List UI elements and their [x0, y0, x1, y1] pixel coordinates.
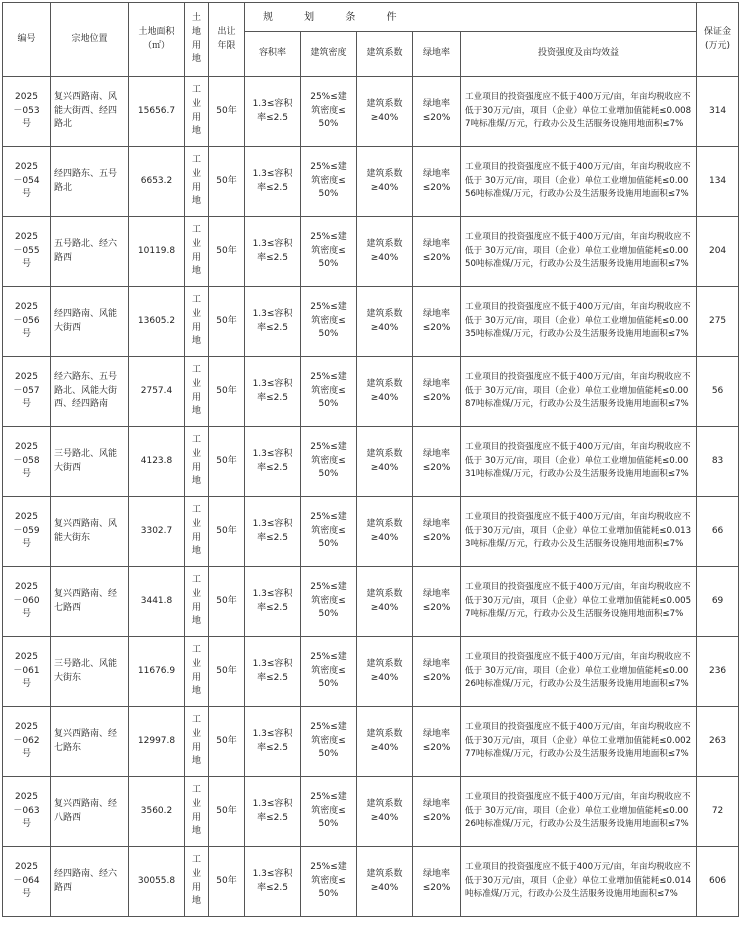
- cell-use-text: 工业用地: [192, 84, 202, 137]
- cell-location: 三号路北、风能大街西: [51, 427, 129, 497]
- cell-area: 11676.9: [129, 637, 185, 707]
- cell-far: [245, 217, 301, 287]
- cell-coefficient-text: 建筑系数≥40%: [366, 589, 403, 613]
- cell-deposit: 56: [697, 357, 739, 427]
- cell-term: 50年: [209, 637, 245, 707]
- table-row: [3, 707, 739, 777]
- header-code: 编号: [3, 3, 51, 77]
- cell-term: 50年: [209, 707, 245, 777]
- table-row: [3, 497, 739, 567]
- cell-green-text: 绿地率≤20%: [422, 169, 451, 193]
- cell-green: [413, 217, 461, 287]
- cell-coefficient-text: 建筑系数≥40%: [366, 659, 403, 683]
- cell-term: 50年: [209, 217, 245, 287]
- cell-far-text: 1.3≤容积率≤2.5: [252, 869, 293, 893]
- cell-green-text: 绿地率≤20%: [422, 519, 451, 543]
- cell-coefficient: [357, 77, 413, 147]
- cell-coefficient-text: 建筑系数≥40%: [366, 99, 403, 123]
- cell-investment: 工业项目的投资强度应不低于400万元/亩，年亩均税收应不低于 30万元/亩，项目（企业）单位工业增加值能耗≤0.0026吨标准煤/万元，行政办公及生活服务设施用地面积≤7%: [461, 777, 697, 847]
- cell-far-text: 1.3≤容积率≤2.5: [252, 799, 293, 823]
- table-row: [3, 777, 739, 847]
- cell-use-text: 工业用地: [192, 294, 202, 347]
- cell-coefficient: [357, 847, 413, 917]
- cell-area: 10119.8: [129, 217, 185, 287]
- cell-deposit: 72: [697, 777, 739, 847]
- cell-far-text: 1.3≤容积率≤2.5: [252, 519, 293, 543]
- cell-green: [413, 847, 461, 917]
- cell-term: 50年: [209, 77, 245, 147]
- header-area-text: 土地面积（㎡）: [138, 27, 175, 51]
- cell-code-text: 2025－057号: [13, 372, 40, 410]
- cell-term: 50年: [209, 497, 245, 567]
- cell-far-text: 1.3≤容积率≤2.5: [252, 99, 293, 123]
- cell-green-text: 绿地率≤20%: [422, 799, 451, 823]
- cell-far-text: 1.3≤容积率≤2.5: [252, 379, 293, 403]
- cell-deposit: 83: [697, 427, 739, 497]
- cell-area: 3560.2: [129, 777, 185, 847]
- cell-location: 经六路东、五号路北、风能大街西、经四路南: [51, 357, 129, 427]
- header-use: [185, 3, 209, 77]
- cell-term: 50年: [209, 147, 245, 217]
- cell-coefficient-text: 建筑系数≥40%: [366, 519, 403, 543]
- cell-coefficient: [357, 427, 413, 497]
- cell-use-text: 工业用地: [192, 854, 202, 907]
- header-investment-text: 投资强度及亩均效益: [538, 48, 620, 59]
- header-term-text: 出让年限: [217, 27, 236, 51]
- cell-density: [301, 427, 357, 497]
- cell-far-text: 1.3≤容积率≤2.5: [252, 309, 293, 333]
- cell-code-text: 2025－060号: [13, 582, 40, 620]
- cell-code-text: 2025－053号: [13, 92, 40, 130]
- cell-code: [3, 567, 51, 637]
- cell-coefficient-text: 建筑系数≥40%: [366, 869, 403, 893]
- cell-area: 3441.8: [129, 567, 185, 637]
- cell-coefficient: [357, 777, 413, 847]
- cell-code: [3, 707, 51, 777]
- cell-green-text: 绿地率≤20%: [422, 449, 451, 473]
- cell-density: [301, 147, 357, 217]
- cell-use: [185, 847, 209, 917]
- header-far: 容积率: [245, 32, 301, 77]
- cell-coefficient: [357, 567, 413, 637]
- cell-code-text: 2025－059号: [13, 512, 40, 550]
- cell-use: [185, 777, 209, 847]
- cell-use: [185, 497, 209, 567]
- header-coefficient: 建筑系数: [357, 32, 413, 77]
- cell-density: [301, 847, 357, 917]
- cell-location: 经四路南、风能大街西: [51, 287, 129, 357]
- cell-coefficient-text: 建筑系数≥40%: [366, 729, 403, 753]
- cell-coefficient-text: 建筑系数≥40%: [366, 309, 403, 333]
- cell-code-text: 2025－062号: [13, 722, 40, 760]
- cell-location: 复兴西路南、经八路西: [51, 777, 129, 847]
- cell-use-text: 工业用地: [192, 644, 202, 697]
- header-density: 建筑密度: [301, 32, 357, 77]
- cell-deposit: 204: [697, 217, 739, 287]
- cell-code: [3, 77, 51, 147]
- cell-use-text: 工业用地: [192, 714, 202, 767]
- cell-code: [3, 147, 51, 217]
- cell-deposit: 134: [697, 147, 739, 217]
- cell-far: [245, 287, 301, 357]
- cell-far: [245, 77, 301, 147]
- cell-density: [301, 217, 357, 287]
- cell-use: [185, 637, 209, 707]
- cell-term: 50年: [209, 777, 245, 847]
- cell-location: 复兴西路南、经七路东: [51, 707, 129, 777]
- header-location: 宗地位置: [51, 3, 129, 77]
- cell-density-text: 25%≤建筑密度≤50%: [310, 372, 347, 410]
- cell-investment: 工业项目的投资强度应不低于400万元/亩，年亩均税收应不低于 30万元/亩，项目（企业）单位工业增加值能耗≤0.0026吨标准煤/万元，行政办公及生活服务设施用地面积≤7%: [461, 637, 697, 707]
- cell-code-text: 2025－064号: [13, 862, 40, 900]
- cell-use-text: 工业用地: [192, 154, 202, 207]
- cell-code-text: 2025－063号: [13, 792, 40, 830]
- cell-density-text: 25%≤建筑密度≤50%: [310, 862, 347, 900]
- cell-coefficient: [357, 147, 413, 217]
- cell-green: [413, 287, 461, 357]
- cell-use-text: 工业用地: [192, 504, 202, 557]
- cell-green: [413, 427, 461, 497]
- cell-code-text: 2025－055号: [13, 232, 40, 270]
- cell-location: 五号路北、经六路西: [51, 217, 129, 287]
- cell-coefficient-text: 建筑系数≥40%: [366, 449, 403, 473]
- cell-deposit: 314: [697, 77, 739, 147]
- cell-location: 复兴西路南、风能大街西、经四路北: [51, 77, 129, 147]
- cell-investment: 工业项目的投资强度应不低于400万元/亩，年亩均税收应不低于30万元/亩，项目（企业）单位工业增加值能耗≤0.0133吨标准煤/万元，行政办公及生活服务设施用地面积≤7%: [461, 497, 697, 567]
- cell-code-text: 2025－058号: [13, 442, 40, 480]
- cell-use-text: 工业用地: [192, 784, 202, 837]
- cell-green: [413, 77, 461, 147]
- cell-green-text: 绿地率≤20%: [422, 589, 451, 613]
- cell-far: [245, 147, 301, 217]
- cell-far: [245, 637, 301, 707]
- cell-investment: 工业项目的投资强度应不低于400万元/亩，年亩均税收应不低于30万元/亩，项目（企业）单位工业增加值能耗≤0.014吨标准煤/万元，行政办公及生活服务设施用地面积≤7%: [461, 847, 697, 917]
- cell-coefficient-text: 建筑系数≥40%: [366, 239, 403, 263]
- cell-far-text: 1.3≤容积率≤2.5: [252, 169, 293, 193]
- cell-density: [301, 637, 357, 707]
- cell-density-text: 25%≤建筑密度≤50%: [310, 92, 347, 130]
- cell-green-text: 绿地率≤20%: [422, 659, 451, 683]
- header-green: 绿地率: [413, 32, 461, 77]
- cell-density: [301, 77, 357, 147]
- cell-term: 50年: [209, 427, 245, 497]
- cell-term: 50年: [209, 287, 245, 357]
- cell-use: [185, 217, 209, 287]
- cell-density-text: 25%≤建筑密度≤50%: [310, 232, 347, 270]
- cell-coefficient: [357, 707, 413, 777]
- cell-far: [245, 357, 301, 427]
- cell-use: [185, 427, 209, 497]
- cell-code-text: 2025－054号: [13, 162, 40, 200]
- cell-investment: 工业项目的投资强度应不低于400万元/亩，年亩均税收应不低于 30万元/亩，项目（企业）单位工业增加值能耗≤0.0031吨标准煤/万元，行政办公及生活服务设施用地面积≤7%: [461, 427, 697, 497]
- cell-density-text: 25%≤建筑密度≤50%: [310, 652, 347, 690]
- cell-location: 复兴西路南、风能大街东: [51, 497, 129, 567]
- cell-far-text: 1.3≤容积率≤2.5: [252, 239, 293, 263]
- cell-investment: 工业项目的投资强度应不低于400万元/亩，年亩均税收应不低于30万元/亩，项目（企业）单位工业增加值能耗≤0.0087吨标准煤/万元，行政办公及生活服务设施用地面积≤7%: [461, 77, 697, 147]
- cell-green: [413, 707, 461, 777]
- cell-investment: 工业项目的投资强度应不低于400万元/亩，年亩均税收应不低于30万元/亩，项目（企业）单位工业增加值能耗≤0.0057吨标准煤/万元，行政办公及生活服务设施用地面积≤7%: [461, 567, 697, 637]
- cell-density: [301, 567, 357, 637]
- table-row: [3, 217, 739, 287]
- cell-location: 复兴西路南、经七路西: [51, 567, 129, 637]
- cell-use: [185, 567, 209, 637]
- cell-code: [3, 427, 51, 497]
- table-row: [3, 147, 739, 217]
- cell-deposit: 69: [697, 567, 739, 637]
- cell-coefficient: [357, 217, 413, 287]
- cell-code-text: 2025－056号: [13, 302, 40, 340]
- cell-code: [3, 637, 51, 707]
- cell-investment: 工业项目的投资强度应不低于400万元/亩，年亩均税收应不低于 30万元/亩，项目（企业）单位工业增加值能耗≤0.0087吨标准煤/万元，行政办公及生活服务设施用地面积≤7%: [461, 357, 697, 427]
- header-term: [209, 3, 245, 77]
- table-row: [3, 357, 739, 427]
- cell-location: 三号路北、风能大街东: [51, 637, 129, 707]
- cell-far: [245, 427, 301, 497]
- cell-location: 经四路南、经六路西: [51, 847, 129, 917]
- cell-area: 3302.7: [129, 497, 185, 567]
- cell-coefficient-text: 建筑系数≥40%: [366, 169, 403, 193]
- cell-code: [3, 777, 51, 847]
- cell-green-text: 绿地率≤20%: [422, 379, 451, 403]
- land-parcel-table: [2, 2, 739, 917]
- cell-code: [3, 287, 51, 357]
- table-row: [3, 847, 739, 917]
- cell-deposit: 236: [697, 637, 739, 707]
- cell-green-text: 绿地率≤20%: [422, 239, 451, 263]
- cell-code: [3, 497, 51, 567]
- cell-area: 12997.8: [129, 707, 185, 777]
- header-deposit-text: 保证金(万元): [704, 27, 732, 51]
- header-use-text: 土地用地: [192, 12, 202, 65]
- cell-density: [301, 357, 357, 427]
- cell-density: [301, 497, 357, 567]
- cell-area: 2757.4: [129, 357, 185, 427]
- cell-code: [3, 357, 51, 427]
- cell-term: 50年: [209, 357, 245, 427]
- cell-green: [413, 567, 461, 637]
- cell-deposit: 275: [697, 287, 739, 357]
- cell-coefficient: [357, 497, 413, 567]
- cell-use-text: 工业用地: [192, 364, 202, 417]
- cell-far: [245, 777, 301, 847]
- table-row: [3, 77, 739, 147]
- cell-far: [245, 707, 301, 777]
- table-row: [3, 567, 739, 637]
- cell-use-text: 工业用地: [192, 224, 202, 277]
- cell-term: 50年: [209, 847, 245, 917]
- cell-density-text: 25%≤建筑密度≤50%: [310, 162, 347, 200]
- cell-density-text: 25%≤建筑密度≤50%: [310, 792, 347, 830]
- cell-deposit: 606: [697, 847, 739, 917]
- cell-far-text: 1.3≤容积率≤2.5: [252, 589, 293, 613]
- cell-area: 6653.2: [129, 147, 185, 217]
- cell-area: 4123.8: [129, 427, 185, 497]
- cell-area: 13605.2: [129, 287, 185, 357]
- cell-use-text: 工业用地: [192, 574, 202, 627]
- cell-use: [185, 287, 209, 357]
- cell-green: [413, 637, 461, 707]
- cell-use: [185, 357, 209, 427]
- header-deposit: [697, 3, 739, 77]
- cell-green: [413, 147, 461, 217]
- cell-use: [185, 707, 209, 777]
- cell-green-text: 绿地率≤20%: [422, 869, 451, 893]
- cell-coefficient: [357, 637, 413, 707]
- cell-green-text: 绿地率≤20%: [422, 99, 451, 123]
- cell-investment: 工业项目的投资强度应不低于400万元/亩，年亩均税收应不低于 30万元/亩，项目（企业）单位工业增加值能耗≤0.0056吨标准煤/万元，行政办公及生活服务设施用地面积≤7%: [461, 147, 697, 217]
- cell-density: [301, 777, 357, 847]
- cell-far: [245, 567, 301, 637]
- cell-green-text: 绿地率≤20%: [422, 729, 451, 753]
- cell-density: [301, 707, 357, 777]
- header-investment: [461, 32, 697, 77]
- cell-density-text: 25%≤建筑密度≤50%: [310, 512, 347, 550]
- cell-far: [245, 497, 301, 567]
- cell-density-text: 25%≤建筑密度≤50%: [310, 582, 347, 620]
- cell-deposit: 66: [697, 497, 739, 567]
- cell-location: 经四路东、五号路北: [51, 147, 129, 217]
- header-area: [129, 3, 185, 77]
- cell-green: [413, 497, 461, 567]
- cell-code: [3, 847, 51, 917]
- cell-term: 50年: [209, 567, 245, 637]
- cell-far-text: 1.3≤容积率≤2.5: [252, 729, 293, 753]
- cell-use: [185, 77, 209, 147]
- cell-investment: 工业项目的投资强度应不低于400万元/亩，年亩均税收应不低于 30万元/亩，项目（企业）单位工业增加值能耗≤0.0035吨标准煤/万元，行政办公及生活服务设施用地面积≤7%: [461, 287, 697, 357]
- cell-investment: 工业项目的投资强度应不低于400万元/亩，年亩均税收应不低于 30万元/亩，项目（企业）单位工业增加值能耗≤0.0050吨标准煤/万元，行政办公及生活服务设施用地面积≤7%: [461, 217, 697, 287]
- cell-use-text: 工业用地: [192, 434, 202, 487]
- table-row: [3, 427, 739, 497]
- cell-coefficient: [357, 287, 413, 357]
- cell-green: [413, 777, 461, 847]
- cell-density-text: 25%≤建筑密度≤50%: [310, 722, 347, 760]
- cell-density-text: 25%≤建筑密度≤50%: [310, 442, 347, 480]
- cell-coefficient: [357, 357, 413, 427]
- cell-area: 15656.7: [129, 77, 185, 147]
- cell-code-text: 2025－061号: [13, 652, 40, 690]
- table-row: [3, 287, 739, 357]
- header-planning: 规 划 条 件: [245, 3, 697, 32]
- table-row: [3, 637, 739, 707]
- cell-density: [301, 287, 357, 357]
- cell-coefficient-text: 建筑系数≥40%: [366, 799, 403, 823]
- cell-code: [3, 217, 51, 287]
- cell-deposit: 263: [697, 707, 739, 777]
- cell-investment: 工业项目的投资强度应不低于400万元/亩，年亩均税收应不低于30万元/亩，项目（企业）单位工业增加值能耗≤0.00277吨标准煤/万元，行政办公及生活服务设施用地面积≤7%: [461, 707, 697, 777]
- cell-density-text: 25%≤建筑密度≤50%: [310, 302, 347, 340]
- cell-green: [413, 357, 461, 427]
- cell-green-text: 绿地率≤20%: [422, 309, 451, 333]
- cell-use: [185, 147, 209, 217]
- cell-far: [245, 847, 301, 917]
- cell-area: 30055.8: [129, 847, 185, 917]
- cell-far-text: 1.3≤容积率≤2.5: [252, 659, 293, 683]
- cell-far-text: 1.3≤容积率≤2.5: [252, 449, 293, 473]
- cell-coefficient-text: 建筑系数≥40%: [366, 379, 403, 403]
